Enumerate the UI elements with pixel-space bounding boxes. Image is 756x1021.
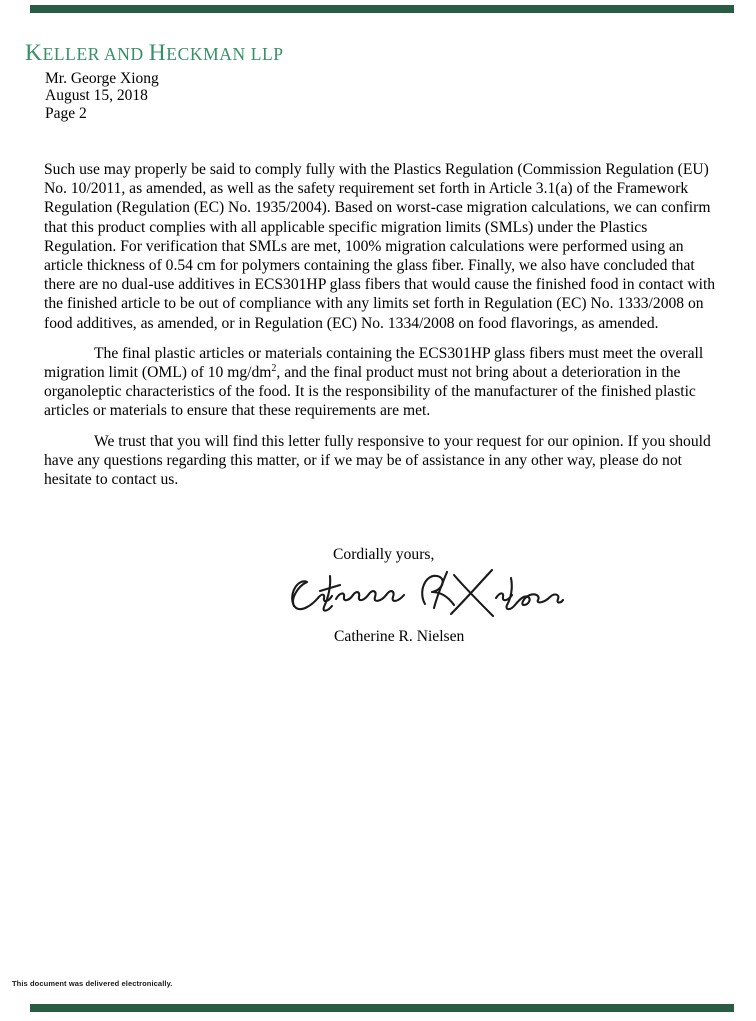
letter-body [44, 160, 718, 489]
body-paragraph-3: We trust that you will find this letter fully responsive to your request for our opinion. If you should have any questions regarding this matter, or if we may be of assistance in any other way, please do not hesitate to contact us. [44, 432, 711, 489]
handwritten-signature [284, 564, 564, 626]
letter-date: August 15, 2018 [45, 87, 148, 105]
letterhead-text: AND [100, 44, 149, 64]
signer-typed-name: Catherine R. Nielsen [334, 628, 465, 645]
closing-salutation: Cordially yours, [333, 546, 435, 563]
page-header-block [45, 70, 159, 122]
delivery-note: This document was delivered electronically. [12, 979, 173, 988]
top-rule-bar [30, 5, 734, 13]
recipient-name: Mr. George Xiong [45, 70, 159, 87]
signature-ink [284, 564, 564, 626]
paragraph-2-text: , and the final product must not bring about a deterioration in the organoleptic characteristics of the food. It is the responsibility of the manufacturer of the finished plastic articles or materials to ensure that these requirements are met. [44, 364, 696, 420]
letterhead-text: LLP [245, 44, 284, 64]
paragraph-2-text: The final plastic articles or materials containing the ECS301HP glass fibers must meet the overall migration limit (OML) of 10 mg/dm [44, 344, 704, 382]
body-paragraph-2 [44, 344, 718, 421]
bottom-rule-bar [30, 1004, 734, 1012]
body-paragraph-1: Such use may properly be said to comply fully with the Plastics Regulation (Commission Regulation (EU) No. 10/2011, as amended, as well as the safety requirement set forth in Article 3.1(a) of the Framework Regulation (Regulation (EC) No. 1935/2004). Based on worst-case migration calculations, we can confirm that this product complies with all applicable specific migration limits (SMLs) under the Plastics Regulation. For verification that SMLs are met, 100% migration calculations were performed using an article thickness of 0.54 cm for polymers containing the glass fiber. Finally, we also have concluded that there are no dual-use additives in ECS301HP glass fibers that would cause the finished food in contact with the finished article to be out of compliance with any limits set forth in Regulation (EC) No. 1333/2008 on food additives, as amended, or in Regulation (EC) No. 1334/2008 on food flavorings, as amended. [44, 161, 716, 332]
letterhead-text: K [25, 40, 43, 66]
letterhead-text: ECKMAN [166, 44, 246, 64]
letterhead-text: H [148, 40, 167, 66]
superscript-2: 2 [271, 362, 277, 374]
firm-letterhead [25, 41, 284, 68]
page-number: Page 2 [45, 104, 87, 122]
letterhead-text: ELLER [42, 44, 101, 64]
